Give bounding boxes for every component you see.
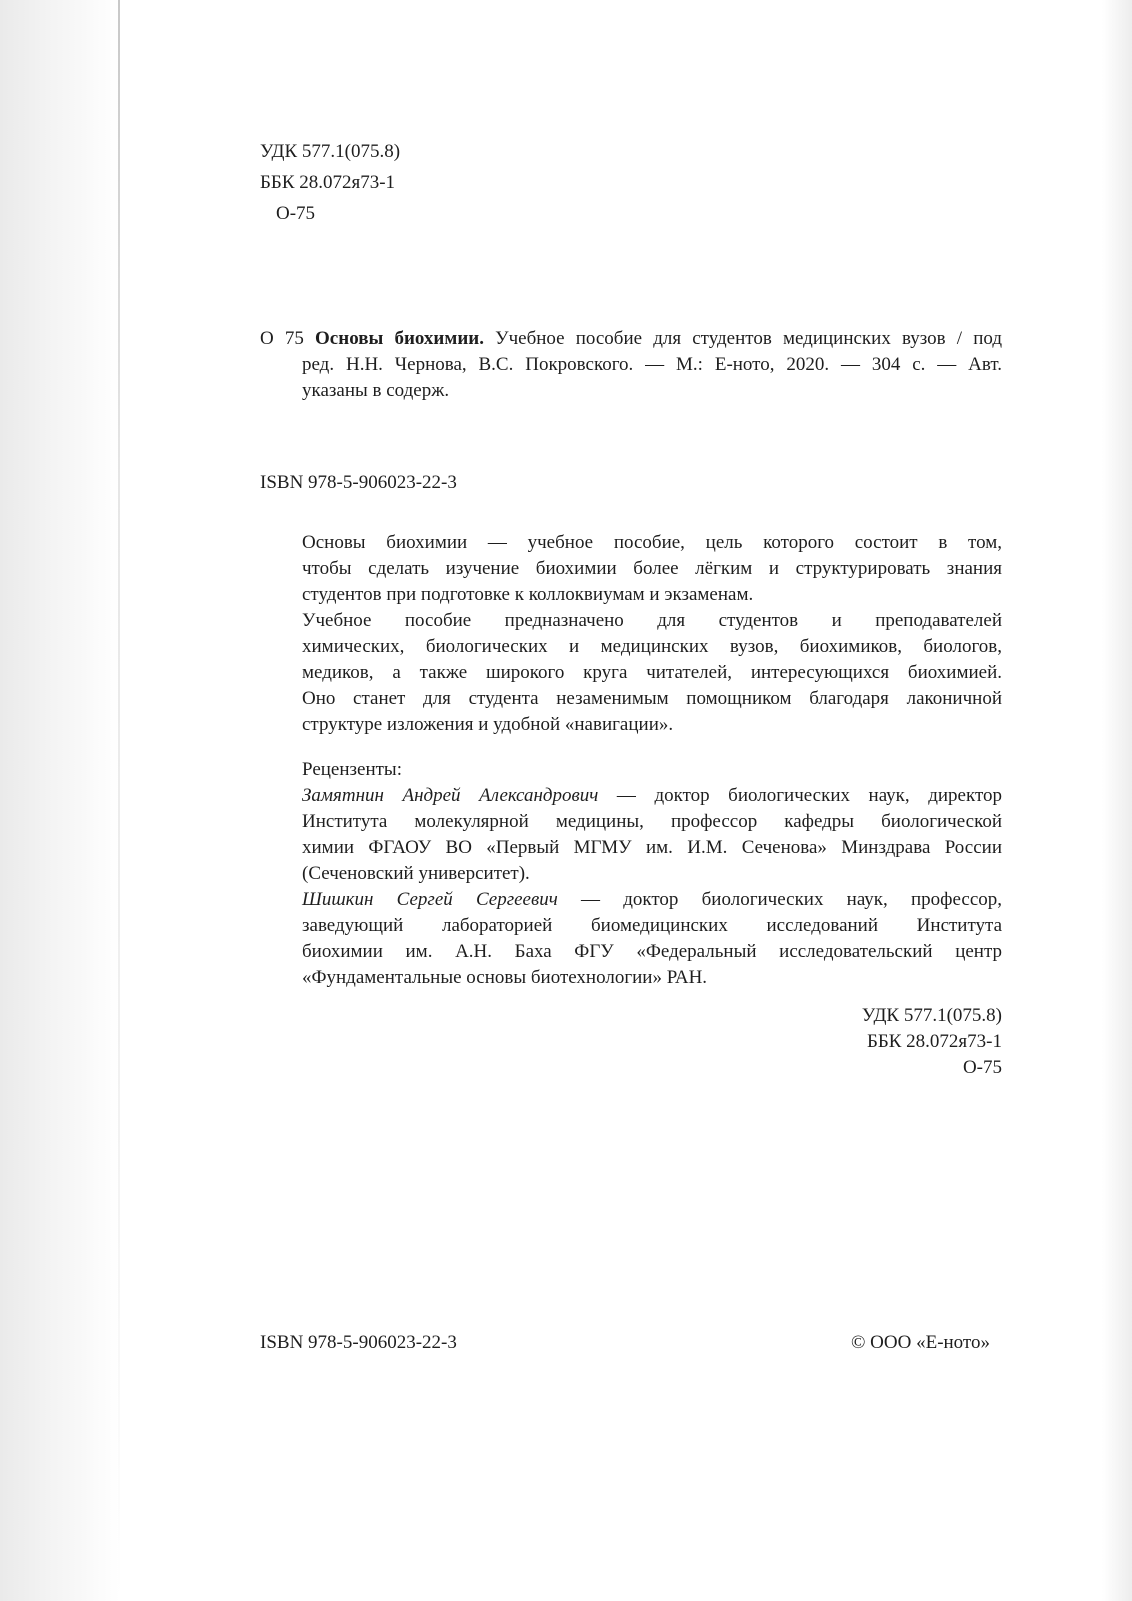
reviewer-1-title: — доктор биологических наук, директор xyxy=(598,785,1002,806)
udk-code: УДК 577.1(075.8) xyxy=(260,141,401,162)
bbk-code: ББК 28.072я73-1 xyxy=(260,172,396,193)
scan-shadow-left xyxy=(0,0,120,1601)
book-title: Основы биохимии. xyxy=(315,328,484,349)
reviewers-heading: Рецензенты: xyxy=(302,759,402,780)
reviewer-2-line-4: «Фундаментальные основы биотехнологии» РАН. xyxy=(302,967,708,988)
scan-edge-line xyxy=(118,0,120,1601)
copyright-notice: © ООО «Е-ното» xyxy=(850,1332,990,1353)
annotation-paragraph-2 xyxy=(302,608,1002,738)
reviewer-2-line-1 xyxy=(302,887,1002,913)
reviewer-1-line-4: (Сеченовский университет). xyxy=(302,863,530,884)
annotation xyxy=(302,530,1002,738)
reviewer-1-name: Замятнин Андрей Александрович xyxy=(302,785,599,806)
classification-codes-bottom xyxy=(760,1003,1002,1081)
isbn-top: ISBN 978-5-906023-22-3 xyxy=(260,472,457,493)
udk-code-bottom: УДК 577.1(075.8) xyxy=(861,1005,1002,1026)
annotation-line: химических, биологических и медицинских вузов, биохимиков, биологов, xyxy=(302,636,1002,657)
entry-line-3: указаны в содерж. xyxy=(302,380,450,401)
reviewer-2-name: Шишкин Сергей Сергеевич xyxy=(302,889,558,910)
annotation-line: Учебное пособие предназначено для студентов и преподавателей xyxy=(302,610,1002,631)
annotation-paragraph-1 xyxy=(302,530,1002,608)
reviewer-2-line-3: биохимии им. А.Н. Баха ФГУ «Федеральный исследовательский центр xyxy=(302,941,1002,962)
reviewer-1-line-1 xyxy=(302,783,1002,809)
entry-line-1-rest: Учебное пособие для студентов медицинских вузов / под xyxy=(495,328,1003,349)
author-mark-bottom: О-75 xyxy=(962,1057,1002,1078)
bbk-code-bottom: ББК 28.072я73-1 xyxy=(866,1031,1002,1052)
isbn-bottom: ISBN 978-5-906023-22-3 xyxy=(260,1332,457,1353)
entry-line-2: ред. Н.Н. Чернова, В.С. Покровского. — М.: Е-ното, 2020. — 304 с. — Авт. xyxy=(302,354,1002,375)
reviewer-2-line-2: заведующий лабораторией биомедицинских исследований Института xyxy=(302,915,1002,936)
annotation-line: чтобы сделать изучение биохимии более лёгким и структурировать знания xyxy=(302,558,1002,579)
scan-shadow-right xyxy=(1102,0,1132,1601)
reviewers xyxy=(302,757,1002,991)
author-mark: О-75 xyxy=(276,203,316,224)
reviewer-1-line-2: Института молекулярной медицины, профессор кафедры биологической xyxy=(302,811,1002,832)
annotation-line: студентов при подготовке к коллоквиумам и экзаменам. xyxy=(302,584,754,605)
reviewer-1-line-3: химии ФГАОУ ВО «Первый МГМУ им. И.М. Сеченова» Минздрава России xyxy=(302,837,1002,858)
annotation-line: медиков, а также широкого круга читателей, интересующихся биохимией. xyxy=(302,662,1002,683)
bibliographic-entry xyxy=(260,326,1002,404)
annotation-line: Оно станет для студента незаменимым помощником благодаря лаконичной xyxy=(302,688,1002,709)
annotation-line: структуре изложения и удобной «навигации». xyxy=(302,714,674,735)
annotation-line: Основы биохимии — учебное пособие, цель которого состоит в том, xyxy=(302,532,1002,553)
reviewer-2-title: — доктор биологических наук, профессор, xyxy=(557,889,1003,910)
classification-codes-top xyxy=(260,136,400,229)
entry-line-1 xyxy=(260,326,1002,352)
entry-code: О 75 xyxy=(260,328,304,349)
